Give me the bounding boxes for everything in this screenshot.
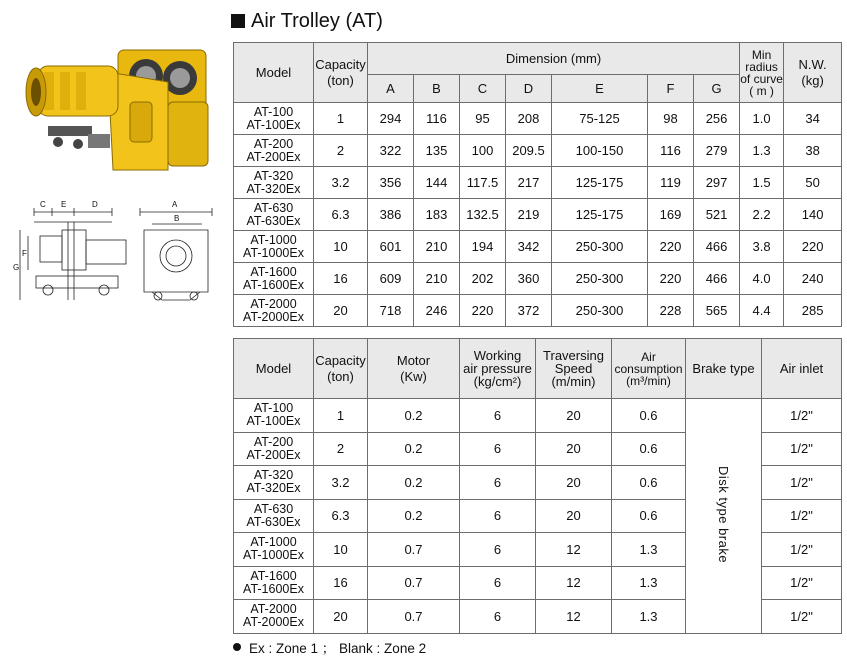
model-cell [234, 135, 314, 167]
cell-motor: 0.2 [368, 466, 460, 500]
cell-b: 135 [414, 135, 460, 167]
table-row [234, 199, 842, 231]
diagram-label-d: D [92, 200, 98, 209]
model-name: AT-200 [253, 136, 294, 151]
title-square-icon [231, 14, 245, 28]
model-name: AT-1000Ex [243, 548, 304, 563]
cell-capacity: 2 [314, 432, 368, 466]
cell-d: 342 [506, 231, 552, 263]
cell-b: 183 [414, 199, 460, 231]
cell-b: 116 [414, 103, 460, 135]
cell-f: 116 [648, 135, 694, 167]
spec-header-model: Model [234, 339, 314, 399]
spec-header-motor: Motor (Kw) [368, 339, 460, 399]
cell-capacity: 1 [314, 399, 368, 433]
cell-inlet: 1/2" [762, 499, 842, 533]
cell-nw: 34 [784, 103, 842, 135]
cell-c: 220 [460, 295, 506, 327]
cell-speed: 20 [536, 399, 612, 433]
header-col-e: E [552, 75, 648, 103]
model-name: AT-1600 [250, 568, 297, 583]
table-row [234, 231, 842, 263]
model-name: AT-100 [253, 104, 294, 119]
cell-capacity: 6.3 [314, 199, 368, 231]
cell-speed: 20 [536, 499, 612, 533]
cell-b: 246 [414, 295, 460, 327]
cell-consumption: 1.3 [612, 566, 686, 600]
cell-consumption: 1.3 [612, 533, 686, 567]
model-name: AT-2000 [250, 602, 297, 617]
cell-motor: 0.2 [368, 499, 460, 533]
model-cell [234, 533, 314, 567]
model-cell [234, 566, 314, 600]
cell-pressure: 6 [460, 600, 536, 634]
cell-a: 356 [368, 167, 414, 199]
cell-inlet: 1/2" [762, 566, 842, 600]
zone-note-text: Ex : Zone 1 ； Blank : Zone 2 [249, 641, 427, 656]
cell-g: 279 [694, 135, 740, 167]
model-name: AT-2000 [250, 296, 297, 311]
cell-e: 250-300 [552, 263, 648, 295]
cell-g: 297 [694, 167, 740, 199]
cell-inlet: 1/2" [762, 600, 842, 634]
cell-a: 322 [368, 135, 414, 167]
cell-e: 75-125 [552, 103, 648, 135]
cell-consumption: 0.6 [612, 466, 686, 500]
model-cell [234, 263, 314, 295]
cell-speed: 12 [536, 566, 612, 600]
cell-a: 609 [368, 263, 414, 295]
cell-pressure: 6 [460, 399, 536, 433]
zone-note [233, 637, 426, 657]
cell-nw: 240 [784, 263, 842, 295]
brake-type-cell [686, 399, 762, 634]
cell-e: 125-175 [552, 199, 648, 231]
cell-nw: 220 [784, 231, 842, 263]
table-row [234, 263, 842, 295]
cell-nw: 140 [784, 199, 842, 231]
cell-g: 466 [694, 231, 740, 263]
cell-nw: 285 [784, 295, 842, 327]
header-model: Model [234, 43, 314, 103]
cell-g: 565 [694, 295, 740, 327]
spec-header-inlet: Air inlet [762, 339, 842, 399]
spec-table [233, 338, 842, 634]
model-cell [234, 103, 314, 135]
cell-pressure: 6 [460, 499, 536, 533]
model-cell [234, 499, 314, 533]
cell-a: 718 [368, 295, 414, 327]
model-cell [234, 399, 314, 433]
cell-consumption: 1.3 [612, 600, 686, 634]
cell-inlet: 1/2" [762, 399, 842, 433]
model-name: AT-1000 [250, 232, 297, 247]
model-name: AT-200Ex [246, 447, 301, 462]
cell-pressure: 6 [460, 432, 536, 466]
model-name: AT-100 [253, 401, 294, 416]
model-name: AT-1600 [250, 264, 297, 279]
spec-header-consumption: Air consumption (m³/min) [612, 339, 686, 399]
header-col-a: A [368, 75, 414, 103]
cell-a: 294 [368, 103, 414, 135]
model-name: AT-1000 [250, 535, 297, 550]
cell-capacity: 3.2 [314, 167, 368, 199]
model-name: AT-630 [253, 501, 294, 516]
cell-d: 217 [506, 167, 552, 199]
cell-capacity: 10 [314, 533, 368, 567]
model-name: AT-1000Ex [243, 245, 304, 260]
model-cell [234, 432, 314, 466]
model-name: AT-100Ex [246, 414, 301, 429]
header-col-d: D [506, 75, 552, 103]
cell-d: 209.5 [506, 135, 552, 167]
cell-capacity: 3.2 [314, 466, 368, 500]
cell-pressure: 6 [460, 466, 536, 500]
model-name: AT-1600Ex [243, 277, 304, 292]
header-capacity: Capacity (ton) [314, 43, 368, 103]
cell-f: 220 [648, 231, 694, 263]
cell-radius: 4.4 [740, 295, 784, 327]
cell-inlet: 1/2" [762, 466, 842, 500]
cell-consumption: 0.6 [612, 432, 686, 466]
diagram-label-a: A [172, 200, 178, 209]
cell-consumption: 0.6 [612, 399, 686, 433]
diagram-label-b: B [174, 214, 180, 223]
cell-motor: 0.7 [368, 600, 460, 634]
cell-capacity: 2 [314, 135, 368, 167]
header-nw: N.W. (kg) [784, 43, 842, 103]
cell-f: 228 [648, 295, 694, 327]
cell-inlet: 1/2" [762, 533, 842, 567]
cell-motor: 0.2 [368, 399, 460, 433]
cell-speed: 20 [536, 432, 612, 466]
cell-radius: 4.0 [740, 263, 784, 295]
model-cell [234, 167, 314, 199]
cell-capacity: 20 [314, 295, 368, 327]
header-min-radius: Min radius of curve ( m ) [740, 43, 784, 103]
model-name: AT-320 [253, 168, 294, 183]
cell-c: 100 [460, 135, 506, 167]
cell-capacity: 16 [314, 263, 368, 295]
cell-capacity: 20 [314, 600, 368, 634]
cell-radius: 3.8 [740, 231, 784, 263]
dimension-drawing [12, 200, 217, 312]
table-row [234, 399, 842, 433]
cell-e: 100-150 [552, 135, 648, 167]
cell-c: 95 [460, 103, 506, 135]
cell-radius: 1.0 [740, 103, 784, 135]
cell-capacity: 16 [314, 566, 368, 600]
cell-nw: 50 [784, 167, 842, 199]
cell-speed: 12 [536, 533, 612, 567]
cell-f: 169 [648, 199, 694, 231]
cell-d: 208 [506, 103, 552, 135]
cell-c: 132.5 [460, 199, 506, 231]
cell-e: 250-300 [552, 295, 648, 327]
cell-motor: 0.2 [368, 432, 460, 466]
cell-b: 210 [414, 263, 460, 295]
cell-inlet: 1/2" [762, 432, 842, 466]
cell-radius: 2.2 [740, 199, 784, 231]
cell-a: 386 [368, 199, 414, 231]
header-col-g: G [694, 75, 740, 103]
cell-consumption: 0.6 [612, 499, 686, 533]
cell-a: 601 [368, 231, 414, 263]
model-cell [234, 466, 314, 500]
cell-b: 210 [414, 231, 460, 263]
model-cell [234, 199, 314, 231]
model-name: AT-2000Ex [243, 615, 304, 630]
cell-c: 117.5 [460, 167, 506, 199]
header-col-c: C [460, 75, 506, 103]
cell-capacity: 6.3 [314, 499, 368, 533]
cell-e: 250-300 [552, 231, 648, 263]
header-col-f: F [648, 75, 694, 103]
cell-motor: 0.7 [368, 566, 460, 600]
cell-f: 119 [648, 167, 694, 199]
table-row [234, 103, 842, 135]
cell-capacity: 10 [314, 231, 368, 263]
cell-pressure: 6 [460, 566, 536, 600]
cell-radius: 1.5 [740, 167, 784, 199]
model-name: AT-200Ex [246, 149, 301, 164]
model-name: AT-100Ex [246, 117, 301, 132]
diagram-label-g: G [13, 263, 20, 272]
bullet-dot-icon [233, 643, 241, 651]
cell-f: 220 [648, 263, 694, 295]
cell-c: 202 [460, 263, 506, 295]
cell-d: 360 [506, 263, 552, 295]
cell-f: 98 [648, 103, 694, 135]
model-name: AT-320Ex [246, 481, 301, 496]
cell-motor: 0.7 [368, 533, 460, 567]
table-row [234, 135, 842, 167]
cell-c: 194 [460, 231, 506, 263]
cell-g: 466 [694, 263, 740, 295]
model-name: AT-200 [253, 434, 294, 449]
header-col-b: B [414, 75, 460, 103]
cell-speed: 12 [536, 600, 612, 634]
cell-radius: 1.3 [740, 135, 784, 167]
model-name: AT-1600Ex [243, 581, 304, 596]
cell-speed: 20 [536, 466, 612, 500]
diagram-label-f: F [22, 249, 27, 258]
model-cell [234, 600, 314, 634]
model-name: AT-630 [253, 200, 294, 215]
dimension-table [233, 42, 842, 327]
spec-header-capacity: Capacity (ton) [314, 339, 368, 399]
brake-type-text: Disk type brake [716, 466, 731, 564]
page-title [231, 9, 383, 33]
cell-g: 521 [694, 199, 740, 231]
header-dimension: Dimension (mm) [368, 43, 740, 75]
model-name: AT-320Ex [246, 181, 301, 196]
diagram-label-e: E [61, 200, 67, 209]
cell-d: 219 [506, 199, 552, 231]
spec-header-speed: Traversing Speed (m/min) [536, 339, 612, 399]
model-name: AT-320 [253, 468, 294, 483]
spec-header-brake: Brake type [686, 339, 762, 399]
cell-e: 125-175 [552, 167, 648, 199]
cell-d: 372 [506, 295, 552, 327]
cell-pressure: 6 [460, 533, 536, 567]
spec-header-pressure: Working air pressure (kg/cm²) [460, 339, 536, 399]
table-row [234, 167, 842, 199]
cell-b: 144 [414, 167, 460, 199]
model-name: AT-630Ex [246, 514, 301, 529]
cell-nw: 38 [784, 135, 842, 167]
model-name: AT-2000Ex [243, 309, 304, 324]
cell-capacity: 1 [314, 103, 368, 135]
cell-g: 256 [694, 103, 740, 135]
model-cell [234, 295, 314, 327]
diagram-label-c: C [40, 200, 46, 209]
model-cell [234, 231, 314, 263]
table-row [234, 295, 842, 327]
model-name: AT-630Ex [246, 213, 301, 228]
title-text: Air Trolley (AT) [251, 10, 383, 32]
trolley-photo [18, 42, 218, 176]
